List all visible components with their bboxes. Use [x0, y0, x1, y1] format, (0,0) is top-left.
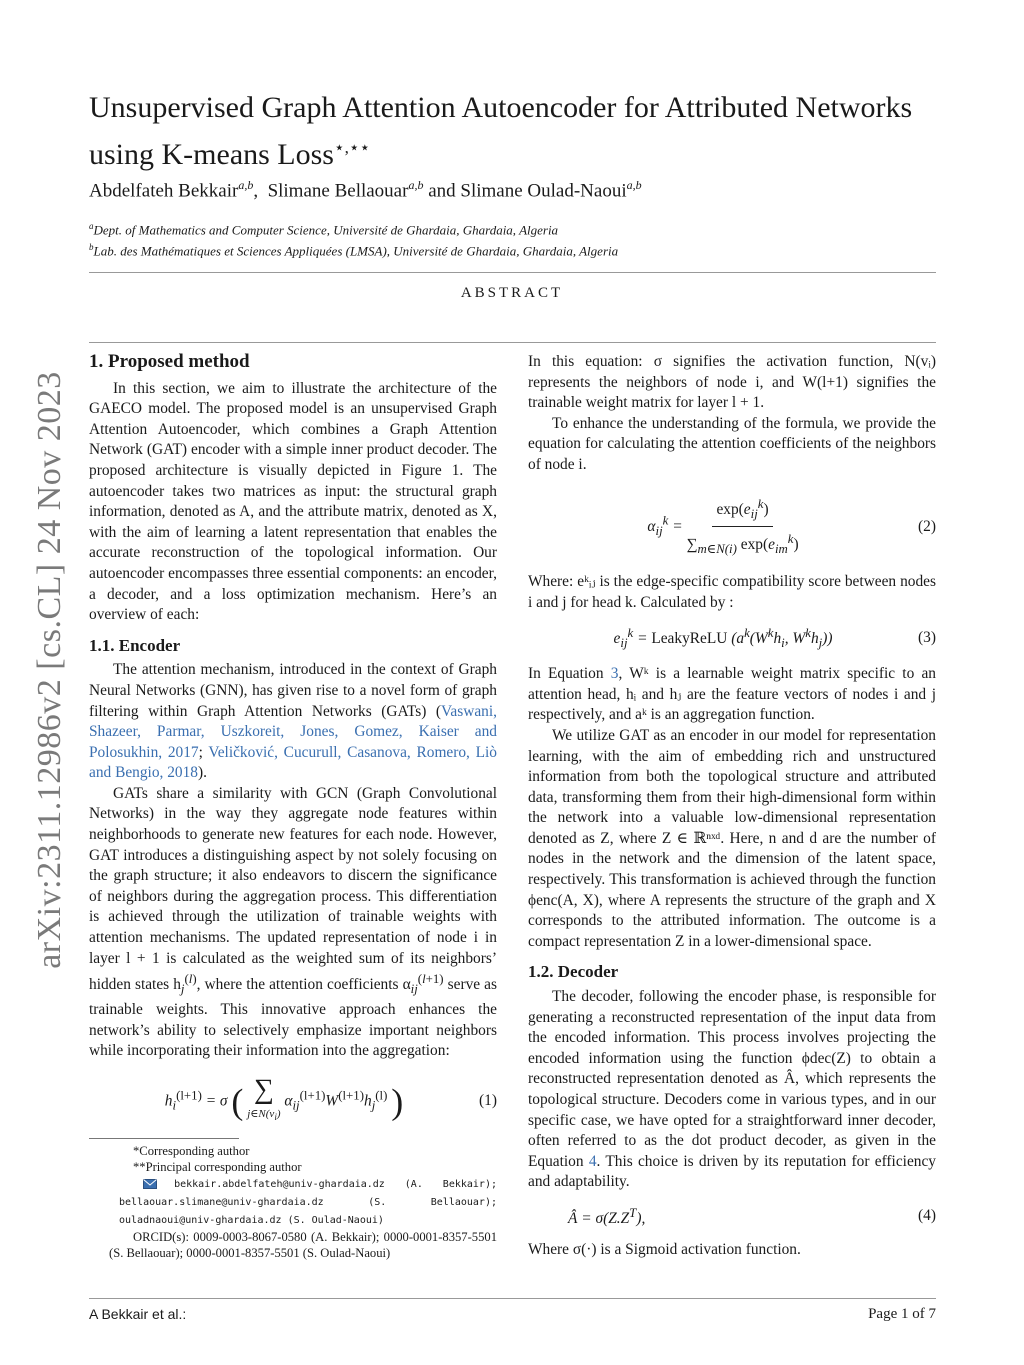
equation-3: [528, 623, 936, 654]
affiliation-b: $^b$Lab. des Mathématiques et Sciences Appliquées (LMSA), Université de Ghardaia, Ghardaia, Algeria: [89, 242, 619, 259]
author-name: Slimane Oulad-Naoui: [460, 180, 627, 202]
equation-number: (4): [918, 1207, 936, 1225]
paragraph: To enhance the understanding of the formula, we provide the equation for calculating the attention coefficients of the neighbors of node i.: [528, 414, 936, 473]
author-affiliation-mark: a,b: [238, 178, 254, 192]
paragraph: Where: eᵏᵢⱼ is the edge-specific compatibility score between nodes i and j for head k. Calculated by :: [528, 573, 936, 611]
subsection-heading: 1.1. Encoder: [89, 635, 181, 655]
paragraph: The attention mechanism, introduced in the context of Graph Neural Networks (GNN), has given rise to a novel form of graph filtering within Graph Attention Networks (GATs) (Vaswani, Shazeer, Parmar, Uszkoreit, Jones, Gomez, Kaiser and Polosukhin, 2017; Veličković, Cucurull, Casanova, Romero, Liò and Bengio, 2018).: [89, 661, 497, 782]
equation-body: $h_i^{(l+1)} = \sigma$ ( ∑ $j\in N(v_i)$ $\alpha_{ij}^{(l+1)}W^{(l+1)}h_j^{(l)}$ ): [164, 1073, 404, 1122]
equation-reference-link[interactable]: 3: [610, 665, 619, 683]
author-affiliation-mark: a,b: [626, 178, 642, 192]
title-footnote-marks: ⋆,⋆⋆: [333, 138, 371, 157]
divider: [89, 342, 936, 343]
equation-reference-link[interactable]: 4: [588, 1152, 597, 1170]
divider: [89, 272, 936, 273]
equation-number: (1): [479, 1092, 497, 1110]
equation-2: [528, 494, 936, 561]
equation-number: (2): [918, 517, 936, 535]
paragraph: In Equation 3, Wᵏ is a learnable weight matrix specific to an attention head, hᵢ and hⱼ are the feature vectors of nodes i and j respectively, and aᵏ is an aggregation function.: [528, 665, 936, 724]
author-list: Abdelfateh Bekkair$^{a,b}$, Slimane Bellaouar$^{a,b}$ and Slimane Oulad-Naoui$^{a,b}$: [89, 178, 642, 202]
author-name: Abdelfateh Bekkair: [89, 180, 239, 202]
footer-rule: [89, 1298, 936, 1299]
citation-link[interactable]: Veličković, Cucurull, Casanova, Romero, Liò and Bengio, 2018: [89, 743, 497, 782]
equation-body: $e_{ij}^k$ = LeakyReLU ($a^k(W^kh_i$, $W^kh_j$)): [613, 626, 833, 651]
footnote-rule: [89, 1138, 239, 1139]
equation-1: [89, 1073, 497, 1128]
envelope-icon: [143, 1179, 157, 1189]
equation-4: [528, 1203, 936, 1230]
footnote: *Corresponding author: [133, 1143, 250, 1158]
subsection-heading: 1.2. Decoder: [528, 962, 619, 982]
citation-link[interactable]: Vaswani, Shazeer, Parmar, Uszkoreit, Jones, Gomez, Kaiser and Polosukhin, 2017: [89, 702, 497, 761]
footnote: **Principal corresponding author: [133, 1159, 302, 1174]
equation-number: (3): [918, 629, 936, 647]
footnote-emails: bekkair.abdelfateh@univ-ghardaia.dz (A. Bekkair); bellaouar.slimane@univ-ghardaia.dz (S. Bellaouar); ouladnaoui@univ-ghardaia.dz (S. Oulad-Naoui): [119, 1178, 497, 1226]
left-column: [89, 352, 497, 1261]
paragraph: In this equation: σ signifies the activation function, N(vᵢ) represents the neighbors of node i, and W(l+1) signifies the trainable weight matrix for layer l + 1.: [528, 353, 936, 412]
right-column: [528, 352, 936, 1260]
section-heading: 1. Proposed method: [89, 351, 250, 372]
paragraph: GATs share a similarity with GCN (Graph Convolutional Networks) in the way they aggregate node features within neighborhoods to generate new features for each node. However, GAT introduces a distinguishing aspect by not solely focusing on the graph structure; it also endeavors to discern the significance of neighbors during the aggregation process. This differentiation is achieved through the utilization of trainable weights with attention mechanisms. The updated representation of node i in layer l + 1 is calculated as the weighted sum of its neighbors’ hidden states $h_j^{(l)}$, where the attention coefficients $\alpha_{ij}^{(l+1)}$ serve as trainable weights. This innovative approach enhances the network’s ability to selectively emphasize important neighbors while incorporating their information into the aggregation:: [89, 784, 497, 1060]
equation-body: Â = $\sigma(Z.Z^T)$,: [568, 1205, 646, 1228]
author-affiliation-mark: a,b: [408, 178, 424, 192]
page-number: Page 1 of 7: [868, 1306, 936, 1322]
equation-body: $\alpha_{ij}^k$ = $\frac{\exp(e_{ij}^k)}{\sum_{m\in N(i)} \exp(e_{im}^k)}$: [528, 494, 918, 561]
paragraph: Where σ(·) is a Sigmoid activation function.: [528, 1240, 801, 1258]
paragraph: The decoder, following the encoder phase, is responsible for generating a reconstructed representation of the input data from the encoded information. This process involves projecting the encoded information using the function ϕdec(Z) to obtain a reconstructed representation denoted as Â, which represents the topological structure. Decoders come in various types, and in our specific case, we have opted for a straightforward inner decoder, often referred to as the dot product decoder, as given in the Equation 4. This choice is driven by its reputation for efficiency and adaptability.: [528, 988, 936, 1191]
abstract-heading: ABSTRACT: [460, 285, 564, 301]
arxiv-identifier: arXiv:2311.12986v2 [cs.CL] 24 Nov 2023: [31, 371, 69, 969]
paragraph: We utilize GAT as an encoder in our model for representation learning, with the aim of embedding rich and unstructured information from both the topological structure and attributed data, transforming them from their high-dimensional form within the network into a valuable low-dimensional representation denoted as Z, where Z ∈ ℝⁿˣᵈ. Here, n and d are the number of nodes in the network and the dimension of the latent space, respectively. This transformation is achieved through the function ϕenc(A, X), where A represents the structure of the graph and X corresponds to the attributed information. The outcome is a compact representation Z in a lower-dimensional space.: [528, 726, 936, 950]
paragraph: In this section, we aim to illustrate the architecture of the GAECO model. The proposed model is an unsupervised Graph Attention Autoencoder, which combines a Graph Attention Network (GAT) encoder with a simple inner product decoder. The proposed architecture is visually depicted in Figure 1. The autoencoder takes two matrices as input: the structural graph information, denoted as A, and the attribute matrix, denoted as X, with the aim of learning a latent representation that enables the accurate reconstruction of the topological information. Our autoencoder encompasses three essential components: an encoder, a decoder, and a loss optimization mechanism. Here’s an overview of each:: [89, 379, 497, 624]
paper-title: Unsupervised Graph Attention Autoencoder for Attributed Networks using K-means Loss⋆,⋆⋆: [89, 91, 913, 171]
author-name: Slimane Bellaouar: [267, 180, 409, 202]
running-footer-authors: A Bekkair et al.:: [89, 1306, 187, 1322]
footnote-orcid: ORCID(s): 0009-0003-8067-0580 (A. Bekkair); 0000-0001-8357-5501 (S. Bellaouar); 0000-0001-8357-5501 (S. Oulad-Naoui): [109, 1229, 497, 1260]
affiliation-a: $^a$Dept. of Mathematics and Computer Science, Université de Ghardaia, Ghardaia, Algeria: [89, 221, 559, 238]
